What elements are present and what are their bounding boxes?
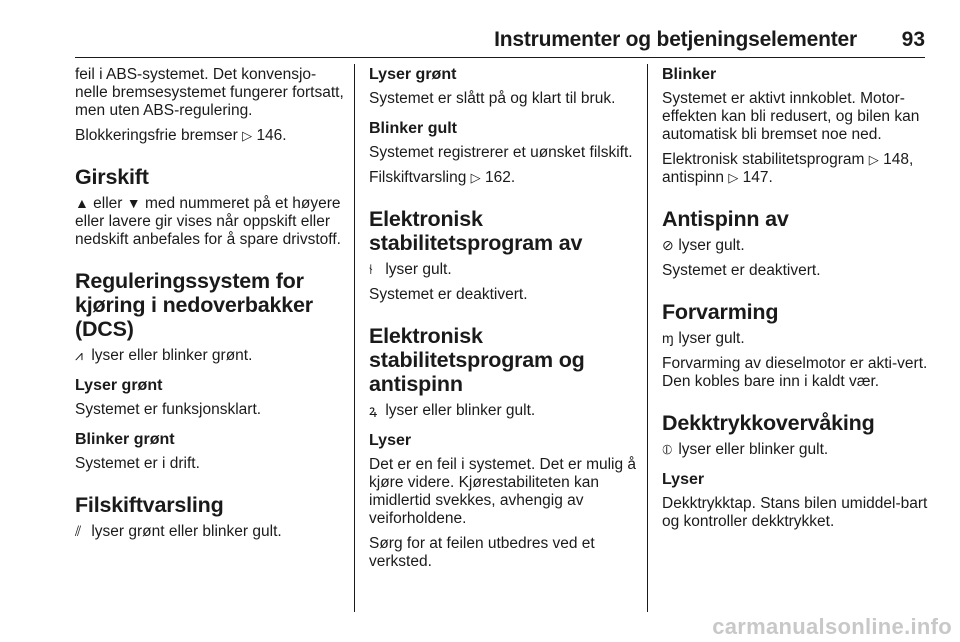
page-title: Instrumenter og betjeningselementer [494,28,857,51]
section-heading-esp-tc: Elektronisk stabilitetsprogram og antispinn [369,324,585,396]
section-heading-girskift: Girskift [75,165,149,189]
dcs-blink-text: Systemet er i drift. [75,455,200,472]
esp-icon: ꝝ [369,402,378,418]
esp-tc-lyser-text-2: Sørg for at feilen utbedres ved et verksted. [369,535,595,570]
forvarming-text: Forvarming av dieselmotor er akti-vert. Den kobles bare inn i kaldt vær. [662,355,928,390]
page-ref-arrow-icon: ▷ [868,152,879,167]
traction-control-off-icon: ⊘ [662,237,674,253]
arrow-up-icon: ▲ [75,195,89,211]
page-number: 93 [901,28,925,51]
subheading-lyser: Lyser [369,432,412,449]
section-heading-esp-off: Elektronisk stabilitetsprogram av [369,207,583,255]
antispinn-text: Systemet er deaktivert. [662,262,821,279]
column-2 [369,66,641,578]
page-ref-arrow-icon: ▷ [242,128,253,143]
glow-plug-icon: ɱ [662,330,674,346]
section-heading-filskift: Filskiftvarsling [75,493,224,517]
subheading-lyser-gront: Lyser grønt [369,66,457,83]
dekktrykk-lyser-text: Dekktrykktap. Stans bilen umiddel-bart og kontroller dekktrykket. [662,495,928,530]
intro-paragraph: feil i ABS-systemet. Det konvensjo-nelle bremsesystemet fungerer fortsatt, men uten ABS-regulering. [75,66,344,119]
column-divider [647,64,648,612]
dcs-green-text: Systemet er funksjonsklart. [75,401,262,418]
esp-off-icon: ⫮ [369,261,373,277]
antispinn-status: ⊘ lyser gult. [662,237,745,254]
filskift-reference: Filskiftvarsling ▷ 162. [369,169,516,186]
esp-tc-status: ꝝ lyser eller blinker gult. [369,402,536,419]
filskift-blink-text: Systemet registrerer et uønsket filskift. [369,144,633,161]
section-heading-dekktrykk: Dekktrykkovervåking [662,411,875,435]
arrow-down-icon: ▼ [126,195,141,211]
subheading-lyser-gront: Lyser grønt [75,377,163,394]
filskift-status: ⫽ lyser grønt eller blinker gult. [75,523,282,540]
tire-pressure-icon: ⦶ [662,441,673,457]
column-3 [662,66,934,538]
dekktrykk-status: ⦶ lyser eller blinker gult. [662,441,829,458]
subheading-lyser: Lyser [662,471,705,488]
esp-tc-lyser-text-1: Det er en feil i systemet. Det er mulig å kjøre videre. Kjørestabiliteten kan imidlertid svekkes, avhengig av veiforholdene. [369,456,637,527]
page-header [75,0,925,58]
dcs-status: ⩘ lyser eller blinker grønt. [75,347,253,364]
subheading-blinker-gront: Blinker grønt [75,431,175,448]
hill-descent-icon: ⩘ [75,347,83,363]
watermark: carmanualsonline.info [712,614,952,639]
esp-references: Elektronisk stabilitetsprogram ▷ 148, antispinn ▷ 147. [662,151,914,186]
esp-off-text: Systemet er deaktivert. [369,286,528,303]
section-heading-dcs: Reguleringssystem for kjøring i nedoverbakker (DCS) [75,269,313,341]
forvarming-status: ɱ lyser gult. [662,330,745,347]
page-ref-arrow-icon: ▷ [470,170,481,185]
subheading-blinker: Blinker [662,66,717,83]
filskift-green-text: Systemet er slått på og klart til bruk. [369,90,616,107]
section-heading-forvarming: Forvarming [662,300,779,324]
esp-blink-text: Systemet er aktivt innkoblet. Motor-effekten kan bli redusert, og bilen kan automatisk bli bremset noe ned. [662,90,920,143]
column-1 [75,66,347,548]
esp-off-status: ⫮ lyser gult. [369,261,452,278]
page-ref-arrow-icon: ▷ [728,170,739,185]
section-heading-antispinn: Antispinn av [662,207,789,231]
girskift-paragraph: ▲ eller ▼ med nummeret på et høyere eller lavere gir vises når oppskift eller nedskift anbefales for å spare drivstoff. [75,195,341,248]
abs-reference: Blokkeringsfrie bremser ▷ 146. [75,127,287,144]
subheading-blinker-gult: Blinker gult [369,120,458,137]
column-divider [354,64,355,612]
lane-departure-icon: ⫽ [75,523,82,539]
